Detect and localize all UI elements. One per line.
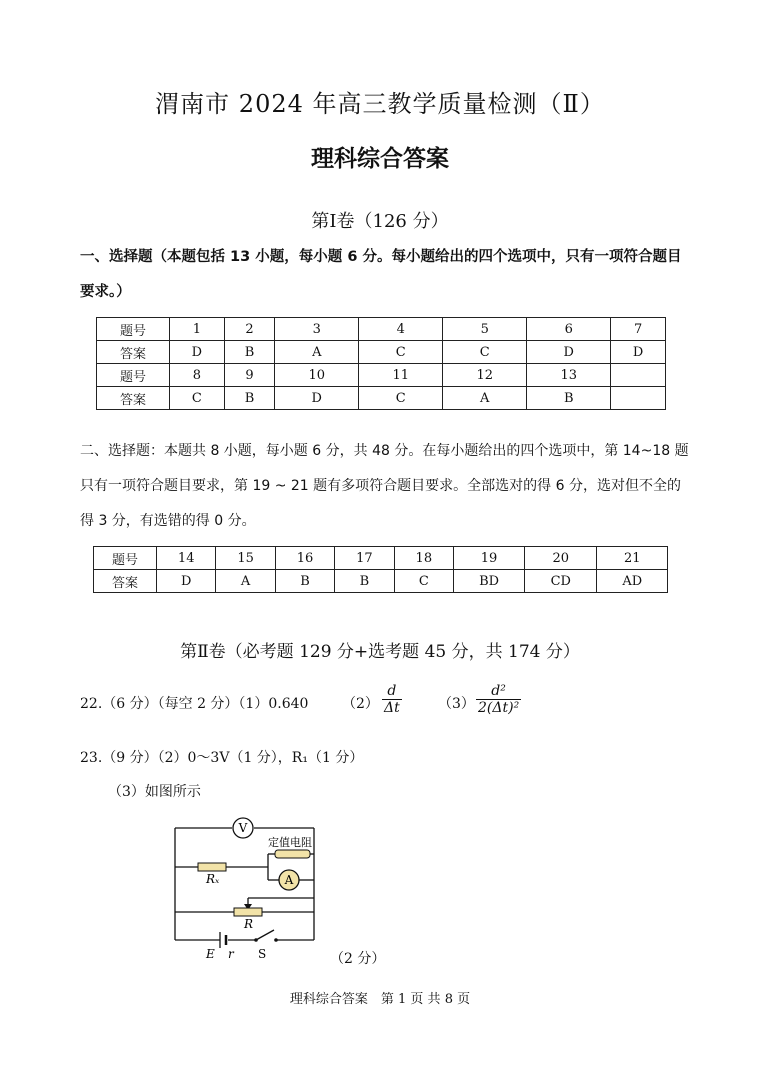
page-subtitle: 理科综合答案 (311, 146, 449, 172)
table-cell (611, 364, 666, 387)
emf-label: E (206, 947, 215, 961)
table-cell: C (359, 387, 443, 410)
table-cell: D (611, 341, 666, 364)
table-cell: C (170, 387, 225, 410)
row-header-cell: 题号 (94, 547, 157, 570)
row-header-cell: 题号 (97, 364, 170, 387)
table-cell: D (275, 387, 359, 410)
table-cell: 18 (394, 547, 453, 570)
rheostat (234, 908, 262, 916)
table-cell: 4 (359, 318, 443, 341)
table-cell: 6 (527, 318, 611, 341)
table-cell: AD (597, 570, 668, 593)
switch-label: S (258, 947, 267, 961)
question-23-line1: 23.（9 分）（2）0～3V（1 分），R₁（1 分） (80, 750, 364, 766)
volume2-heading: 第Ⅱ卷（必考题 129 分+选考题 45 分，共 174 分） (180, 642, 580, 662)
table-cell: 10 (275, 364, 359, 387)
table-cell: C (394, 570, 453, 593)
rx-label: Rₓ (206, 872, 220, 886)
table-cell: A (275, 341, 359, 364)
table-row (97, 341, 666, 364)
table-cell: 21 (597, 547, 668, 570)
ammeter-label: A (284, 873, 294, 887)
question-22 (80, 683, 700, 729)
table-cell (611, 387, 666, 410)
q22-answer-2-label: （2） (342, 696, 379, 712)
table-cell: 14 (157, 547, 216, 570)
fixed-resistor (275, 850, 310, 858)
table-cell: B (275, 570, 334, 593)
page-title: 渭南市 2024 年高三教学质量检测（Ⅱ） (155, 90, 605, 118)
row-header-cell: 答案 (97, 341, 170, 364)
row-header-cell: 答案 (97, 387, 170, 410)
row-header-cell: 答案 (94, 570, 157, 593)
table-cell: B (527, 387, 611, 410)
q22-fraction-3: $\frac{\text{d²}}{\text{2(Δt)²}}$ (478, 683, 520, 716)
table-row (94, 547, 668, 570)
q22-fraction-2: $\frac{d}{\Delta t}$ (384, 683, 400, 716)
table-cell: 15 (216, 547, 275, 570)
table-cell: CD (525, 570, 597, 593)
table-cell: D (157, 570, 216, 593)
answer-table-1 (96, 317, 666, 410)
table-cell: 7 (611, 318, 666, 341)
table-cell: B (224, 387, 275, 410)
section1-instructions: 一、选择题（本题包括 13 小题，每小题 6 分。每小题给出的四个选项中，只有一项符合题目要求。） (80, 249, 682, 300)
rheostat-label: R (244, 917, 254, 931)
table-cell: 5 (443, 318, 527, 341)
table-cell: B (335, 570, 394, 593)
volume1-heading: 第Ⅰ卷（126 分） (311, 211, 449, 232)
table-cell: 2 (224, 318, 275, 341)
table-cell: 8 (170, 364, 225, 387)
table-row (97, 318, 666, 341)
table-cell: 3 (275, 318, 359, 341)
question-23-line2: （3）如图所示 (108, 784, 201, 800)
table-cell: D (170, 341, 225, 364)
internal-r-label: r (228, 947, 234, 961)
table-cell: 1 (170, 318, 225, 341)
table-cell: C (359, 341, 443, 364)
answer-table-2 (93, 546, 668, 593)
table-row (97, 364, 666, 387)
table-cell: 11 (359, 364, 443, 387)
table-cell: C (443, 341, 527, 364)
table-cell: 17 (335, 547, 394, 570)
table-cell: B (224, 341, 275, 364)
table-row (94, 570, 668, 593)
table-cell: 19 (454, 547, 525, 570)
table-cell: 13 (527, 364, 611, 387)
table-cell: D (527, 341, 611, 364)
table-cell: 12 (443, 364, 527, 387)
table-cell: A (443, 387, 527, 410)
table-cell: A (216, 570, 275, 593)
table-cell: BD (454, 570, 525, 593)
voltmeter-label: V (238, 821, 248, 835)
table-cell: 16 (275, 547, 334, 570)
q22-answer-1: 22.（6 分）（每空 2 分）（1）0.640 (80, 696, 309, 712)
section2-instructions: 二、选择题：本题共 8 小题，每小题 6 分，共 48 分。在每小题给出的四个选项中，第 14~18 题只有一项符合题目要求，第 19 ~ 21 题有多项符合题目要求。全部选对的得 6 分，选对但不全的得 3 分，有选错的得 0 分。 (80, 443, 689, 529)
table-row (97, 387, 666, 410)
rx-resistor (198, 863, 226, 871)
q23-score: （2 分） (330, 951, 386, 967)
row-header-cell: 题号 (97, 318, 170, 341)
table-cell: 20 (525, 547, 597, 570)
table-cell: 9 (224, 364, 275, 387)
page-footer: 理科综合答案 第 1 页 共 8 页 (289, 992, 471, 1007)
fixed-resistor-label: 定值电阻 (268, 836, 312, 849)
q22-answer-3-label: （3） (438, 696, 475, 712)
circuit-diagram (170, 812, 330, 967)
